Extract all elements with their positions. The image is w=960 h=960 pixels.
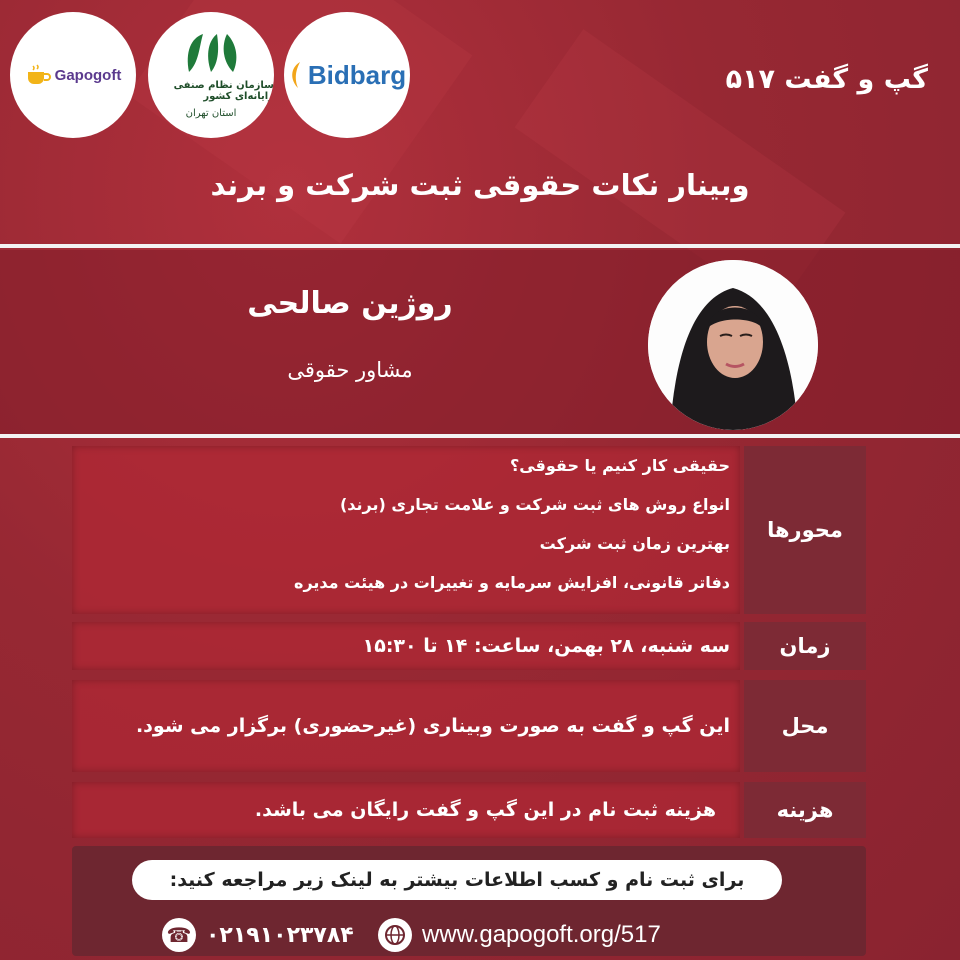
topics-list xyxy=(72,446,740,614)
event-number: گپ و گفت ۵۱۷ xyxy=(725,64,928,95)
gapogoft-logo xyxy=(10,12,136,138)
topic-item: دفاتر قانونی، افزایش سرمایه و تغییرات در هیئت مدیره xyxy=(294,573,730,592)
divider xyxy=(0,244,960,248)
globe-icon xyxy=(378,918,412,952)
time-label: زمان xyxy=(744,622,866,670)
cup-icon xyxy=(25,64,51,86)
nezam-line1: سازمان نظام صنفی رایانه‌ای کشور xyxy=(173,79,274,102)
topic-item: انواع روش های ثبت شرکت و علامت تجاری (برند) xyxy=(339,495,730,514)
divider xyxy=(0,434,960,438)
time-row xyxy=(72,622,866,670)
speaker-avatar xyxy=(648,260,818,430)
nezam-line2: استان تهران xyxy=(185,107,237,119)
cost-value: هزینه ثبت نام در این گپ و گفت رایگان می باشد. xyxy=(254,799,716,821)
footer xyxy=(72,846,866,956)
topic-item: حقیقی کار کنیم یا حقوقی؟ xyxy=(509,456,730,475)
speaker-role: مشاور حقوقی xyxy=(287,358,413,382)
place-value: این گپ و گفت به صورت وبیناری (غیرحضوری) برگزار می شود. xyxy=(135,715,730,737)
topic-item: بهترین زمان ثبت شرکت xyxy=(539,534,730,553)
gapogoft-logo-text: Gapogoft xyxy=(54,66,122,84)
time-value: سه شنبه، ۲۸ بهمن، ساعت: ۱۴ تا ۱۵:۳۰ xyxy=(362,635,730,657)
place-row xyxy=(72,680,866,772)
topics-row xyxy=(72,446,866,614)
cost-label: هزینه xyxy=(744,782,866,838)
bidbarg-leaf-icon xyxy=(288,60,308,90)
bidbarg-logo-text: Bidbarg xyxy=(307,59,407,90)
phone-contact[interactable] xyxy=(162,918,354,952)
bidbarg-logo xyxy=(284,12,410,138)
cost-row xyxy=(72,782,866,838)
register-banner: برای ثبت نام و کسب اطلاعات بیشتر به لینک زیر مراجعه کنید: xyxy=(132,860,782,900)
website-contact[interactable] xyxy=(378,918,661,952)
phone-number[interactable]: ۰۲۱۹۱۰۲۳۷۸۴ xyxy=(206,922,354,948)
page-title: وبینار نکات حقوقی ثبت شرکت و برند xyxy=(210,168,750,202)
topics-label: محورها xyxy=(744,446,866,614)
nezam-senfi-logo xyxy=(148,12,274,138)
speaker-name: روژین صالحی xyxy=(247,286,453,321)
phone-icon: ☎ xyxy=(162,918,196,952)
speaker-photo xyxy=(648,260,818,430)
leaf-emblem-icon xyxy=(181,32,241,74)
website-link[interactable]: www.gapogoft.org/517 xyxy=(422,921,661,948)
place-label: محل xyxy=(744,680,866,772)
